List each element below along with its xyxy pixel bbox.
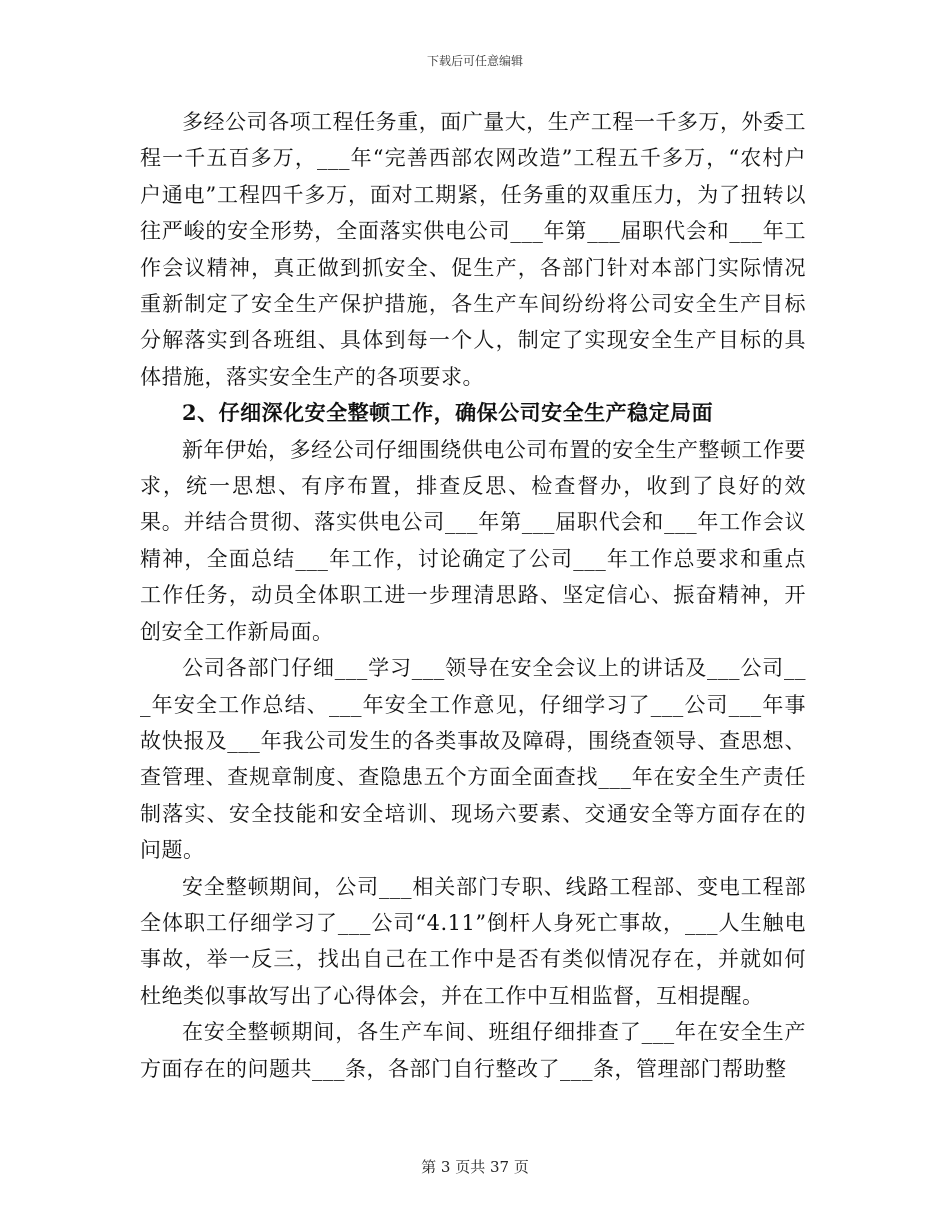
header-note: 下载后可任意编辑 [426,54,523,68]
paragraph-1: 多经公司各项工程任务重，面广量大，生产工程一千多万，外委工程一千五百多万，___年“完善西部农网改造”工程五千多万，“农村户户通电”工程四千多万，面对工期紧，任务重的双重压力，为了扭转以往严峻的安全形势，全面落实供电公司___年第___届职代会和___年工作会议精神，真正做到抓安全、促生产，各部门针对本部门实际情况重新制定了安全生产保护措施，各生产车间纷纷将公司安全生产目标分解落实到各班组、具体到每一个人，制定了实现安全生产目标的具体措施，落实安全生产的各项要求。 [140,110,806,389]
paragraph-2: 新年伊始，多经公司仔细围绕供电公司布置的安全生产整顿工作要求，统一思想、有序布置，排查反思、检查督办，收到了良好的效果。并结合贯彻、落实供电公司___年第___届职代会和___年工作会议精神，全面总结___年工作，讨论确定了公司___年工作总要求和重点工作任务，动员全体职工进一步理清思路、坚定信心、振奋精神，开创安全工作新局面。 [140,437,806,644]
document-body [140,104,806,1087]
page-footer: 第 3 页共 37 页 [421,1158,529,1176]
paragraph-5: 在安全整顿期间，各生产车间、班组仔细排查了___年在安全生产方面存在的问题共___条，各部门自行整改了___条，管理部门帮助整 [140,1020,806,1081]
section-heading-2: 2、仔细深化安全整顿工作，确保公司安全生产稳定局面 [182,400,714,426]
paragraph-4: 安全整顿期间，公司___相关部门专职、线路工程部、变电工程部全体职工仔细学习了___公司“4.11”倒杆人身死亡事故，___人生触电事故，举一反三，找出自己在工作中是否有类似情况存在，并就如何杜绝类似事故写出了心得体会，并在工作中互相监督，互相提醒。 [140,874,806,1008]
paragraph-3: 公司各部门仔细___学习___领导在安全会议上的讲话及___公司___年安全工作总结、___年安全工作意见，仔细学习了___公司___年事故快报及___年我公司发生的各类事故及障碍，围绕查领导、查思想、查管理、查规章制度、查隐患五个方面全面查找___年在安全生产责任制落实、安全技能和安全培训、现场六要素、交通安全等方面存在的问题。 [140,656,806,863]
